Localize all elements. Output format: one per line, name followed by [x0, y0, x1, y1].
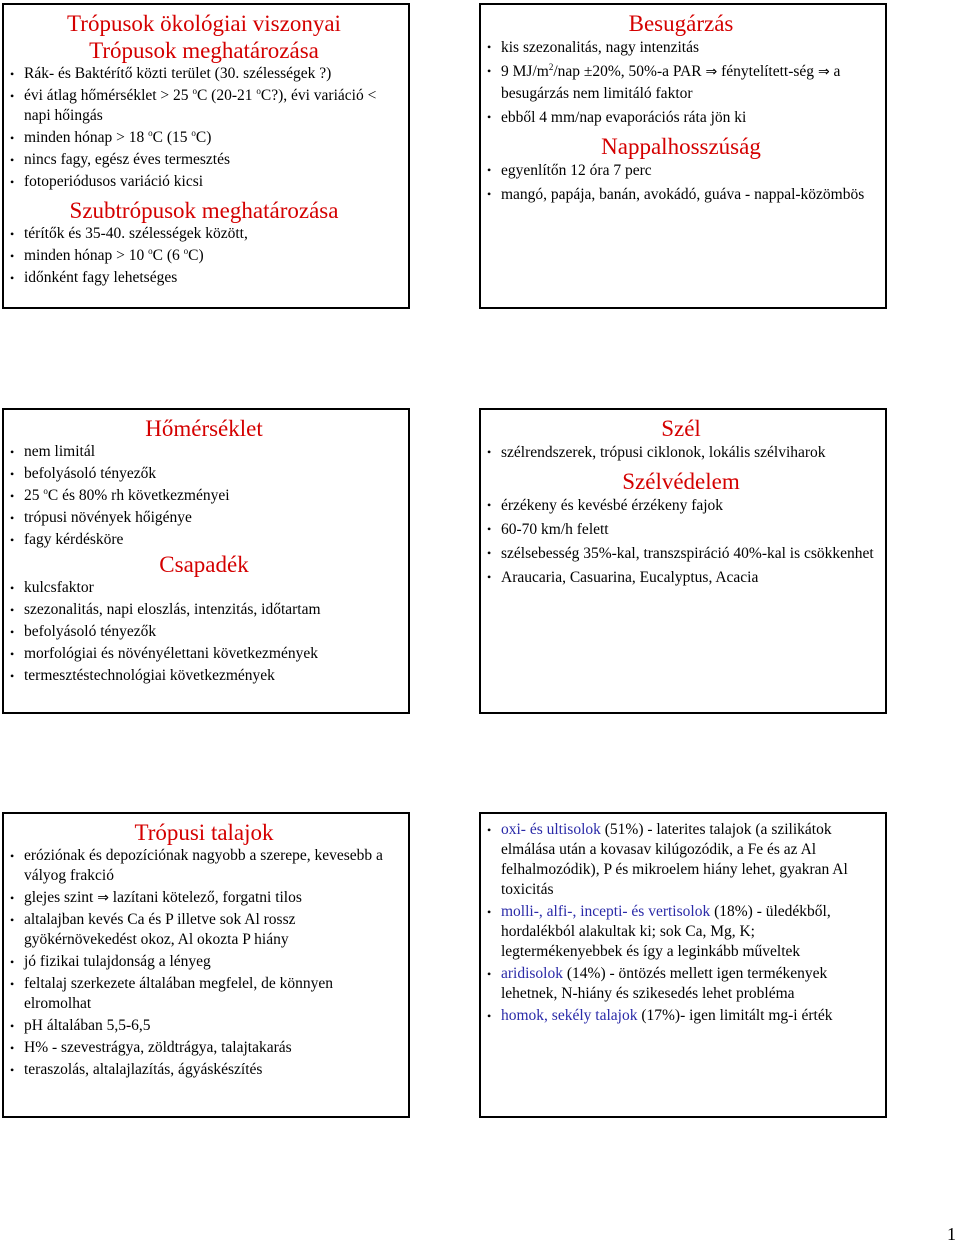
slide-szel	[479, 408, 887, 714]
list-item: • befolyásoló tényezők	[10, 622, 398, 642]
slide-title: Trópusok ökológiai viszonyai	[67, 11, 341, 36]
slide-subtitle: Csapadék	[159, 552, 249, 577]
slide-subtitle: Nappalhosszúság	[601, 134, 761, 159]
bullet-icon: •	[487, 967, 492, 981]
list-item: • térítők és 35-40. szélességek között,	[10, 224, 398, 244]
list-item: • Araucaria, Casuarina, Eucalyptus, Acacia	[487, 569, 759, 586]
list-item: • évi átlag hőmérséklet > 25 $^o$C (20-21 $^o$C?), évi variáció < napi hőingás	[10, 85, 377, 124]
list-item: • érzékeny és kevésbé érzékeny fajok	[487, 497, 724, 514]
list-item: • mangó, papája, banán, avokádó, guáva - nappal-közömbös	[487, 186, 865, 203]
bullet-icon: •	[10, 891, 15, 905]
bullet-list	[10, 64, 398, 192]
bullet-icon: •	[487, 187, 492, 201]
list-item: • morfológiai és növényélettani következmények	[10, 644, 398, 664]
list-item: • 60-70 km/h felett	[487, 521, 609, 538]
list-item: • pH általában 5,5-6,5	[10, 1016, 398, 1036]
page-number: 1	[947, 1224, 956, 1244]
list-item: • glejes szint ⇒ lazítani kötelező, forgatni tilos	[10, 888, 398, 908]
bullet-icon: •	[10, 67, 15, 81]
bullet-icon: •	[10, 489, 15, 503]
list-item: • eróziónak és depozíciónak nagyobb a szerepe, kevesebb a vályog frakció	[10, 847, 383, 884]
bullet-icon: •	[10, 669, 15, 683]
bullet-icon: •	[487, 905, 492, 919]
list-item: • fotoperiódusos variáció kicsi	[10, 172, 398, 192]
bullet-icon: •	[10, 581, 15, 595]
list-item: • 25 $^o$C és 80% rh következményei	[10, 486, 398, 506]
list-item: • altalajban kevés Ca és P illetve sok Al rossz gyökérnövekedést okoz, Al okozta P hiány	[10, 911, 296, 948]
list-item: • jó fizikai tulajdonság a lényeg	[10, 952, 398, 972]
list-item: • trópusi növények hőigénye	[10, 508, 398, 528]
bullet-icon: •	[10, 955, 15, 969]
bullet-icon: •	[487, 40, 492, 54]
bullet-icon: •	[487, 498, 492, 512]
bullet-icon: •	[10, 445, 15, 459]
implies-arrow-icon: ⇒	[817, 64, 830, 80]
bullet-icon: •	[487, 1009, 492, 1023]
list-item: • homok, sekély talajok (17%)- igen limitált mg-i érték	[487, 1006, 875, 1026]
list-item: • szélsebesség 35%-kal, transzspiráció 40%-kal is csökkenhet	[487, 545, 874, 562]
bullet-list	[10, 846, 398, 1080]
list-item: • aridisolok (14%) - öntözés mellett igen termékenyek lehetnek, N-hiány és szikesedés lehet probléma	[487, 965, 828, 1002]
slide-besugarzas	[479, 3, 887, 309]
bullet-icon: •	[10, 89, 15, 103]
bullet-icon: •	[10, 533, 15, 547]
bullet-icon: •	[487, 445, 492, 459]
list-item: • minden hónap > 18 $^o$C (15 $^o$C)	[10, 128, 398, 148]
list-item: • időnként fagy lehetséges	[10, 268, 398, 288]
slide-title: Hőmérséklet	[145, 416, 263, 441]
bullet-icon: •	[487, 110, 492, 124]
list-item: • befolyásoló tényezők	[10, 464, 398, 484]
slide-title: Trópusi talajok	[134, 820, 274, 845]
bullet-icon: •	[10, 1063, 15, 1077]
slide-title: Szél	[661, 416, 701, 441]
bullet-icon: •	[10, 977, 15, 991]
bullet-icon: •	[10, 913, 15, 927]
list-item: • minden hónap > 10 $^o$C (6 $^o$C)	[10, 246, 398, 266]
slide-subtitle: Szélvédelem	[622, 469, 740, 494]
slide-homerseklet	[2, 408, 410, 714]
bullet-icon: •	[487, 823, 492, 837]
list-item: • egyenlítőn 12 óra 7 perc	[487, 162, 652, 179]
list-item: • ebből 4 mm/nap evaporációs ráta jön ki	[487, 109, 747, 126]
bullet-list	[10, 442, 398, 550]
slide-subtitle: Szubtrópusok meghatározása	[69, 198, 339, 223]
list-item: • molli-, alfi-, incepti- és vertisolok (18%) - üledékből, hordalékból alakultak ki; sok Ca, Mg, K; legtermékenyebbek és így a leginkább műveltek	[487, 903, 831, 960]
slide-tropusok	[2, 3, 410, 309]
bullet-icon: •	[10, 849, 15, 863]
list-item: • nincs fagy, egész éves termesztés	[10, 150, 398, 170]
bullet-icon: •	[487, 546, 492, 560]
slide-title: Besugárzás	[628, 11, 734, 36]
bullet-list-2	[10, 578, 398, 686]
list-item: • feltalaj szerkezete általában megfelel, de könnyen elromolhat	[10, 975, 333, 1012]
bullet-icon: •	[487, 163, 492, 177]
list-item: • szélrendszerek, trópusi ciklonok, lokális szélviharok	[487, 444, 826, 461]
bullet-icon: •	[10, 175, 15, 189]
bullet-list-2	[10, 224, 398, 288]
slide-title-2: Trópusok meghatározása	[89, 38, 319, 63]
bullet-icon: •	[10, 227, 15, 241]
bullet-list	[487, 820, 875, 1026]
list-item: • termesztéstechnológiai következmények	[10, 666, 398, 686]
bullet-list	[487, 37, 875, 128]
bullet-icon: •	[10, 1041, 15, 1055]
slide-tropusi-talajok	[2, 812, 410, 1118]
list-item: • kulcsfaktor	[10, 578, 398, 598]
list-item: • fagy kérdésköre	[10, 530, 398, 550]
implies-arrow-icon: ⇒	[97, 890, 109, 906]
bullet-list	[487, 442, 875, 463]
bullet-list-2	[487, 160, 875, 205]
bullet-icon: •	[10, 625, 15, 639]
list-item: • kis szezonalitás, nagy intenzitás	[487, 39, 699, 56]
list-item: • 9 $MJ/m^2$/nap ±20%, 50%-a PAR ⇒ fénytelített-ség ⇒ a besugárzás nem limitáló faktor	[487, 61, 841, 102]
list-item: • oxi- és ultisolok (51%) - laterites talajok (a szilikátok elmálása után a kovasav kilúgozódik, a Fe és az Al felhalmozódik), P és mikroelem hiány lehet, gyakran Al toxicitás	[487, 821, 848, 898]
bullet-icon: •	[10, 131, 15, 145]
bullet-icon: •	[10, 647, 15, 661]
bullet-icon: •	[10, 271, 15, 285]
bullet-list-2	[487, 495, 875, 588]
slide-talajtipusok	[479, 812, 887, 1118]
bullet-icon: •	[10, 153, 15, 167]
bullet-icon: •	[10, 603, 15, 617]
bullet-icon: •	[487, 570, 492, 584]
bullet-icon: •	[10, 467, 15, 481]
list-item: • Rák- és Baktérítő közti terület (30. szélességek ?)	[10, 64, 398, 84]
bullet-icon: •	[10, 1019, 15, 1033]
list-item: • nem limitál	[10, 442, 398, 462]
bullet-icon: •	[487, 522, 492, 536]
list-item: • H% - szevestrágya, zöldtrágya, talajtakarás	[10, 1038, 398, 1058]
implies-arrow-icon: ⇒	[705, 64, 718, 80]
bullet-icon: •	[10, 511, 15, 525]
bullet-icon: •	[10, 249, 15, 263]
list-item: • szezonalitás, napi eloszlás, intenzitás, időtartam	[10, 600, 398, 620]
bullet-icon: •	[487, 64, 492, 78]
list-item: • teraszolás, altalajlazítás, ágyáskészítés	[10, 1060, 398, 1080]
